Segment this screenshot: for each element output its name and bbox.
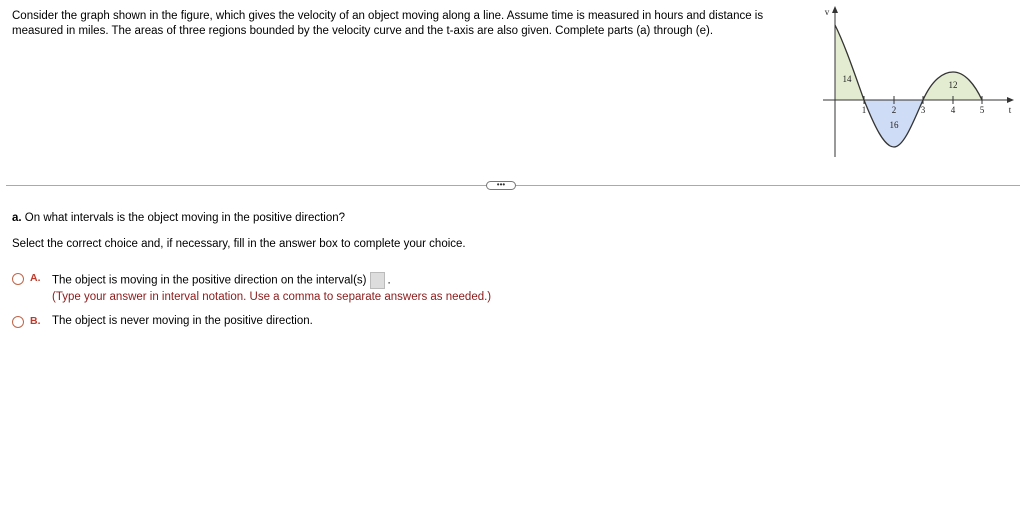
radio-b[interactable] <box>12 316 24 328</box>
tick-1: 1 <box>861 105 867 115</box>
problem-statement: Consider the graph shown in the figure, which gives the velocity of an object moving along a line. Assume time is measured in hours and distance is measured in miles. The areas of three regions bounded by the velocity curve and the t-axis are also given. Complete parts (a) through (e). <box>12 10 764 37</box>
tick-2: 2 <box>891 105 897 115</box>
question <box>12 212 345 224</box>
choice-letter: B. <box>30 315 41 327</box>
t-axis-arrow <box>1007 97 1014 103</box>
area-label-1: 14 <box>842 74 852 84</box>
instruction: Select the correct choice and, if necessary, fill in the answer box to complete your choice. <box>12 238 466 250</box>
choice-a <box>12 272 491 303</box>
velocity-graph <box>810 0 1024 165</box>
question-part: a. <box>12 212 22 224</box>
t-label: t <box>1008 105 1012 115</box>
expand-button[interactable]: ••• <box>486 181 516 190</box>
question-text: On what intervals is the object moving in the positive direction? <box>24 212 346 224</box>
v-axis-arrow <box>832 6 838 13</box>
tick-4: 4 <box>950 105 956 115</box>
period: . <box>387 274 391 287</box>
choice-b <box>12 315 313 328</box>
choice-text: The object is moving in the positive direction on the interval(s) <box>52 274 367 287</box>
area-label-3: 12 <box>948 80 958 90</box>
area-label-2: 16 <box>889 120 899 130</box>
choice-hint: (Type your answer in interval notation. Use a comma to separate answers as needed.) <box>52 291 492 303</box>
tick-3: 3 <box>920 105 926 115</box>
answer-box[interactable] <box>370 272 385 289</box>
choice-letter: A. <box>30 272 41 284</box>
choice-text: The object is never moving in the positive direction. <box>52 315 313 327</box>
radio-a[interactable] <box>12 273 24 285</box>
v-label: v <box>824 7 830 17</box>
tick-5: 5 <box>979 105 985 115</box>
